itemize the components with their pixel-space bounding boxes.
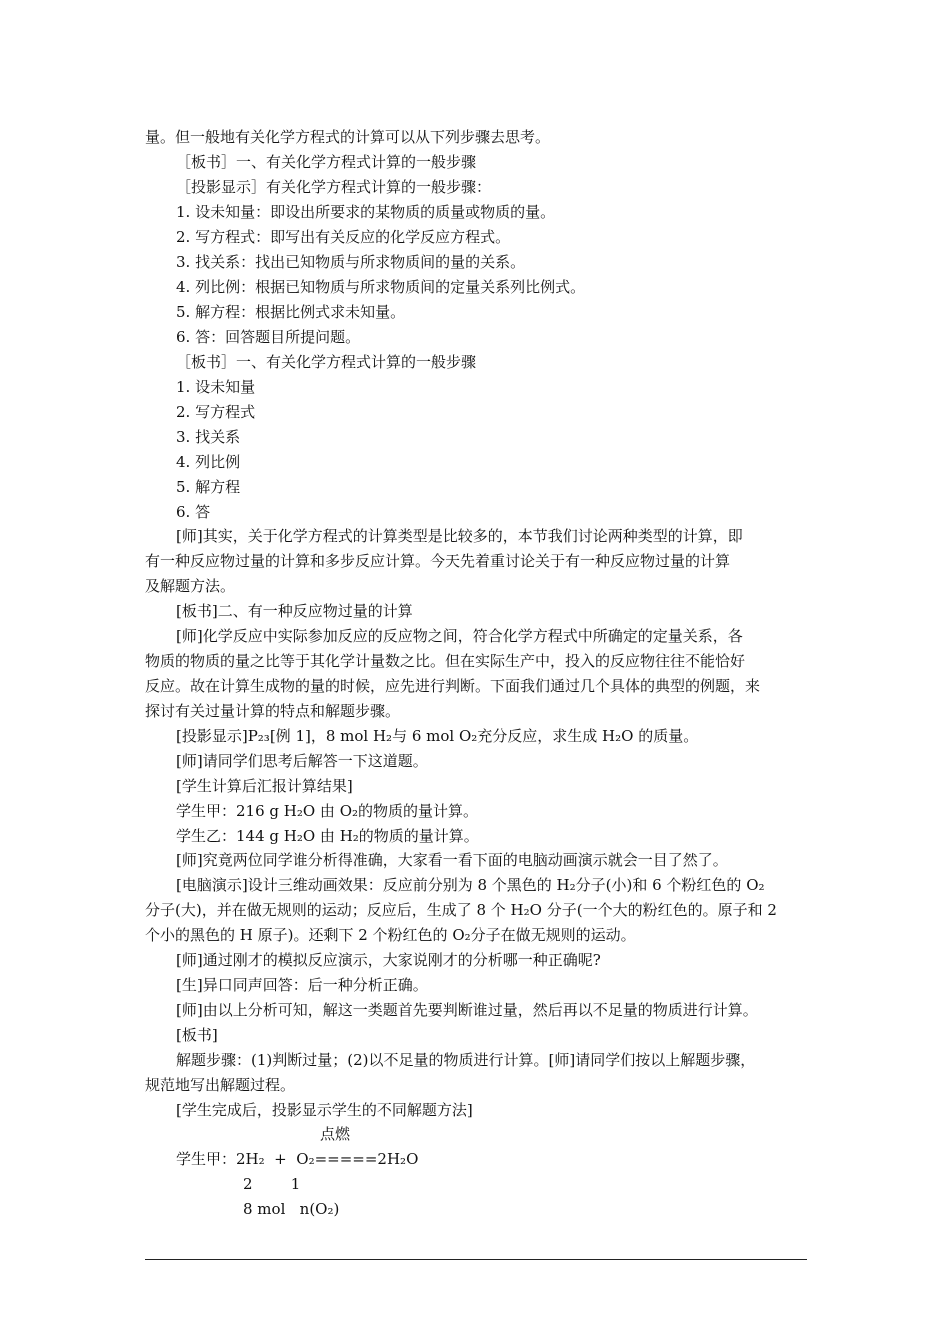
text-line: [生]异口同声回答：后一种分析正确。 bbox=[176, 976, 428, 994]
text-line: 3. 找关系 bbox=[176, 428, 241, 446]
text-line: [投影显示]P₂₃[例 1]，8 mol H₂与 6 mol O₂充分反应，求生成 H₂O 的质量。 bbox=[176, 727, 699, 745]
text-line: 探讨有关过量计算的特点和解题步骤。 bbox=[145, 702, 401, 720]
text-line: 分子(大)，并在做无规则的运动；反应后，生成了 8 个 H₂O 分子(一个大的粉红色的。原子和 2 bbox=[145, 901, 777, 919]
text-line: 个小的黑色的 H 原子)。还剩下 2 个粉红色的 O₂分子在做无规则的运动。 bbox=[145, 926, 636, 944]
equation-coefficients: 2 1 bbox=[243, 1175, 301, 1193]
text-line: [学生计算后汇报计算结果] bbox=[176, 777, 353, 795]
text-line: ［板书］一、有关化学方程式计算的一般步骤 bbox=[176, 153, 477, 171]
text-line: 及解题方法。 bbox=[145, 577, 236, 595]
text-line: 3. 找关系：找出已知物质与所求物质间的量的关系。 bbox=[176, 253, 526, 271]
text-line: [师]究竟两位同学谁分析得准确，大家看一看下面的电脑动画演示就会一目了然了。 bbox=[176, 851, 728, 869]
text-line: 量。但一般地有关化学方程式的计算可以从下列步骤去思考。 bbox=[145, 128, 551, 146]
text-line: [师]请同学们思考后解答一下这道题。 bbox=[176, 752, 428, 770]
text-line: [板书] bbox=[176, 1026, 218, 1044]
text-line: 5. 解方程 bbox=[176, 478, 241, 496]
footer-divider bbox=[145, 1259, 807, 1260]
text-line: [电脑演示]设计三维动画效果：反应前分别为 8 个黑色的 H₂分子(小)和 6 个粉红色的 O₂ bbox=[176, 876, 765, 894]
text-line: [师]其实，关于化学方程式的计算类型是比较多的，本节我们讨论两种类型的计算，即 bbox=[176, 527, 743, 545]
text-line: 6. 答：回答题目所提问题。 bbox=[176, 328, 361, 346]
reaction-condition: 点燃 bbox=[320, 1125, 351, 1143]
text-line: 2. 写方程式 bbox=[176, 403, 256, 421]
text-line: 1. 设未知量 bbox=[176, 378, 256, 396]
text-line: 学生甲：216 g H₂O 由 O₂的物质的量计算。 bbox=[176, 802, 479, 820]
chemical-equation: 学生甲：2H₂ + O₂=====2H₂O bbox=[176, 1150, 419, 1168]
text-line: 有一种反应物过量的计算和多步反应计算。今天先着重讨论关于有一种反应物过量的计算 bbox=[145, 552, 731, 570]
text-line: 学生乙：144 g H₂O 由 H₂的物质的量计算。 bbox=[176, 827, 479, 845]
text-line: 反应。故在计算生成物的量的时候，应先进行判断。下面我们通过几个具体的典型的例题，来 bbox=[145, 677, 761, 695]
text-line: 解题步骤：(1)判断过量；(2)以不足量的物质进行计算。[师]请同学们按以上解题步骤， bbox=[176, 1051, 756, 1069]
text-line: 2. 写方程式：即写出有关反应的化学反应方程式。 bbox=[176, 228, 511, 246]
text-line: 规范地写出解题过程。 bbox=[145, 1076, 296, 1094]
text-line: ［投影显示］有关化学方程式计算的一般步骤： bbox=[176, 178, 492, 196]
text-line: 物质的物质的量之比等于其化学计量数之比。但在实际生产中，投入的反应物往往不能恰好 bbox=[145, 652, 746, 670]
text-line: 4. 列比例 bbox=[176, 453, 241, 471]
text-line: 5. 解方程：根据比例式求未知量。 bbox=[176, 303, 406, 321]
text-line: [学生完成后，投影显示学生的不同解题方法] bbox=[176, 1101, 473, 1119]
text-line: [师]通过刚才的模拟反应演示，大家说刚才的分析哪一种正确呢? bbox=[176, 951, 601, 969]
text-line: 6. 答 bbox=[176, 503, 211, 521]
text-line: 4. 列比例：根据已知物质与所求物质间的定量关系列比例式。 bbox=[176, 278, 586, 296]
equation-amounts: 8 mol n(O₂) bbox=[243, 1200, 340, 1218]
text-line: ［板书］一、有关化学方程式计算的一般步骤 bbox=[176, 353, 477, 371]
text-line: [师]由以上分析可知，解这一类题首先要判断谁过量，然后再以不足量的物质进行计算。 bbox=[176, 1001, 758, 1019]
text-line: [师]化学反应中实际参加反应的反应物之间，符合化学方程式中所确定的定量关系，各 bbox=[176, 627, 743, 645]
text-line: 1. 设未知量：即设出所要求的某物质的质量或物质的量。 bbox=[176, 203, 556, 221]
text-line: [板书]二、有一种反应物过量的计算 bbox=[176, 602, 413, 620]
